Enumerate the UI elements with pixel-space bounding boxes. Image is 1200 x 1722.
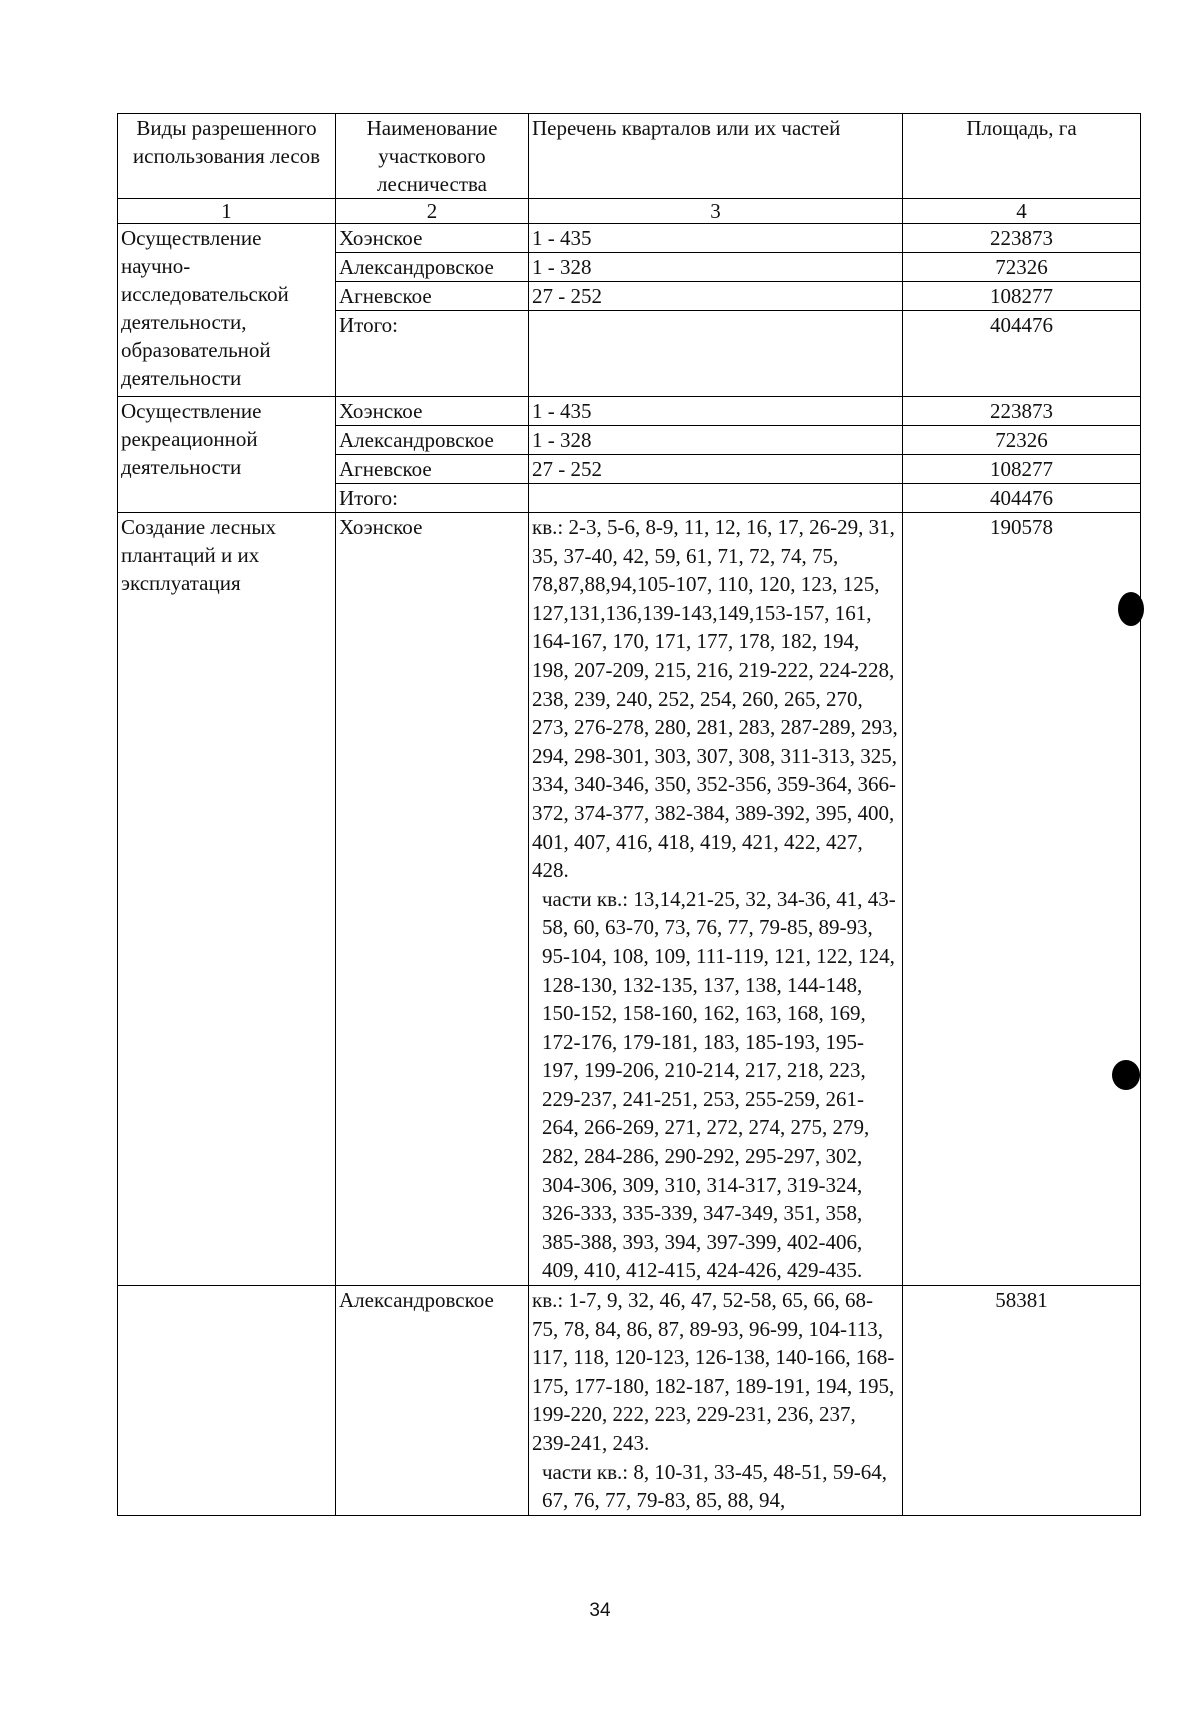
total-area: 404476 xyxy=(903,484,1141,513)
area-value: 72326 xyxy=(903,253,1141,282)
header-col4: Площадь, га xyxy=(903,114,1141,199)
area-value: 223873 xyxy=(903,224,1141,253)
quarters-list: 1 - 435 xyxy=(529,224,903,253)
column-number: 1 xyxy=(118,199,336,224)
forestry-name: Александровское xyxy=(336,426,529,455)
forestry-name: Агневское xyxy=(336,455,529,484)
quarters-full: кв.: 2-3, 5-6, 8-9, 11, 12, 16, 17, 26-29, 31, 35, 37-40, 42, 59, 61, 71, 72, 74, 75, 78,87,88,94,105-107, 110, 120, 123, 125, 127,131,136,139-143,149,153-157, 161, 164-167, 170, 171, 177, 178, 182, 194, 198, 207-209, 215, 216, 219-222, 224-228, 238, 239, 240, 252, 254, 260, 265, 270, 273, 276-278, 280, 281, 283, 287-289, 293, 294, 298-301, 303, 307, 308, 311-313, 325, 334, 340-346, 350, 352-356, 359-364, 366-372, 374-377, 382-384, 389-392, 395, 400, 401, 407, 416, 418, 419, 421, 422, 427, 428. xyxy=(532,515,898,883)
quarters-list: 27 - 252 xyxy=(529,282,903,311)
quarters-list xyxy=(529,513,903,1286)
forestry-name: Хоэнское xyxy=(336,224,529,253)
use-type-research: Осуществление научно-исследовательской деятельности, образовательной деятельности xyxy=(118,224,336,397)
area-value: 58381 xyxy=(903,1286,1141,1516)
header-row xyxy=(118,114,1141,199)
forestry-name: Александровское xyxy=(336,253,529,282)
use-type-continued xyxy=(118,1286,336,1516)
forest-use-table xyxy=(117,113,1141,1516)
quarters-list: 1 - 435 xyxy=(529,397,903,426)
page-number: 34 xyxy=(589,1600,611,1621)
forestry-name: Агневское xyxy=(336,282,529,311)
area-value: 223873 xyxy=(903,397,1141,426)
forestry-name: Хоэнское xyxy=(336,513,529,1286)
header-col1: Виды разрешенного использования лесов xyxy=(118,114,336,199)
area-value: 108277 xyxy=(903,282,1141,311)
quarters-list: 1 - 328 xyxy=(529,253,903,282)
area-value: 72326 xyxy=(903,426,1141,455)
quarters-list: 27 - 252 xyxy=(529,455,903,484)
quarters-list xyxy=(529,1286,903,1516)
table-row xyxy=(118,1286,1141,1516)
table-row xyxy=(118,224,1141,253)
quarters-parts: части кв.: 8, 10-31, 33-45, 48-51, 59-64, 67, 76, 77, 79-83, 85, 88, 94, xyxy=(542,1459,888,1513)
quarters-full: кв.: 1-7, 9, 32, 46, 47, 52-58, 65, 66, 68-75, 78, 84, 86, 87, 89-93, 96-99, 104-113, 117, 118, 120-123, 126-138, 140-166, 168-175, 177-180, 182-187, 189-191, 194, 195, 199-220, 222, 223, 229-231, 236, 237, 239-241, 243. xyxy=(532,1288,895,1455)
header-col2: Наименование участкового лесничества xyxy=(336,114,529,199)
forestry-name: Александровское xyxy=(336,1286,529,1516)
column-number: 3 xyxy=(529,199,903,224)
quarters-list-empty xyxy=(529,484,903,513)
area-value: 190578 xyxy=(903,513,1141,1286)
quarters-list: 1 - 328 xyxy=(529,426,903,455)
ink-blot xyxy=(1112,1060,1140,1090)
total-area: 404476 xyxy=(903,311,1141,397)
table-row xyxy=(118,397,1141,426)
column-number: 2 xyxy=(336,199,529,224)
total-label: Итого: xyxy=(336,484,529,513)
column-number-row xyxy=(118,199,1141,224)
quarters-parts: части кв.: 13,14,21-25, 32, 34-36, 41, 43-58, 60, 63-70, 73, 76, 77, 79-85, 89-93, 95-104, 108, 109, 111-119, 121, 122, 124, 128-130, 132-135, 137, 138, 144-148, 150-152, 158-160, 162, 163, 168, 169, 172-176, 179-181, 183, 185-193, 195-197, 199-206, 210-214, 217, 218, 223, 229-237, 241-251, 253, 255-259, 261-264, 266-269, 271, 272, 274, 275, 279, 282, 284-286, 290-292, 295-297, 302, 304-306, 309, 310, 314-317, 319-324, 326-333, 335-339, 347-349, 351, 358, 385-388, 393, 394, 397-399, 402-406, 409, 410, 412-415, 424-426, 429-435. xyxy=(542,886,896,1283)
header-col3: Перечень кварталов или их частей xyxy=(529,114,903,199)
column-number: 4 xyxy=(903,199,1141,224)
table-row xyxy=(118,513,1141,1286)
use-type-recreation: Осуществление рекреационной деятельности xyxy=(118,397,336,513)
area-value: 108277 xyxy=(903,455,1141,484)
use-type-plantations: Создание лесных плантаций и их эксплуатация xyxy=(118,513,336,1286)
ink-blot xyxy=(1118,592,1144,626)
total-label: Итого: xyxy=(336,311,529,397)
quarters-list-empty xyxy=(529,311,903,397)
forestry-name: Хоэнское xyxy=(336,397,529,426)
